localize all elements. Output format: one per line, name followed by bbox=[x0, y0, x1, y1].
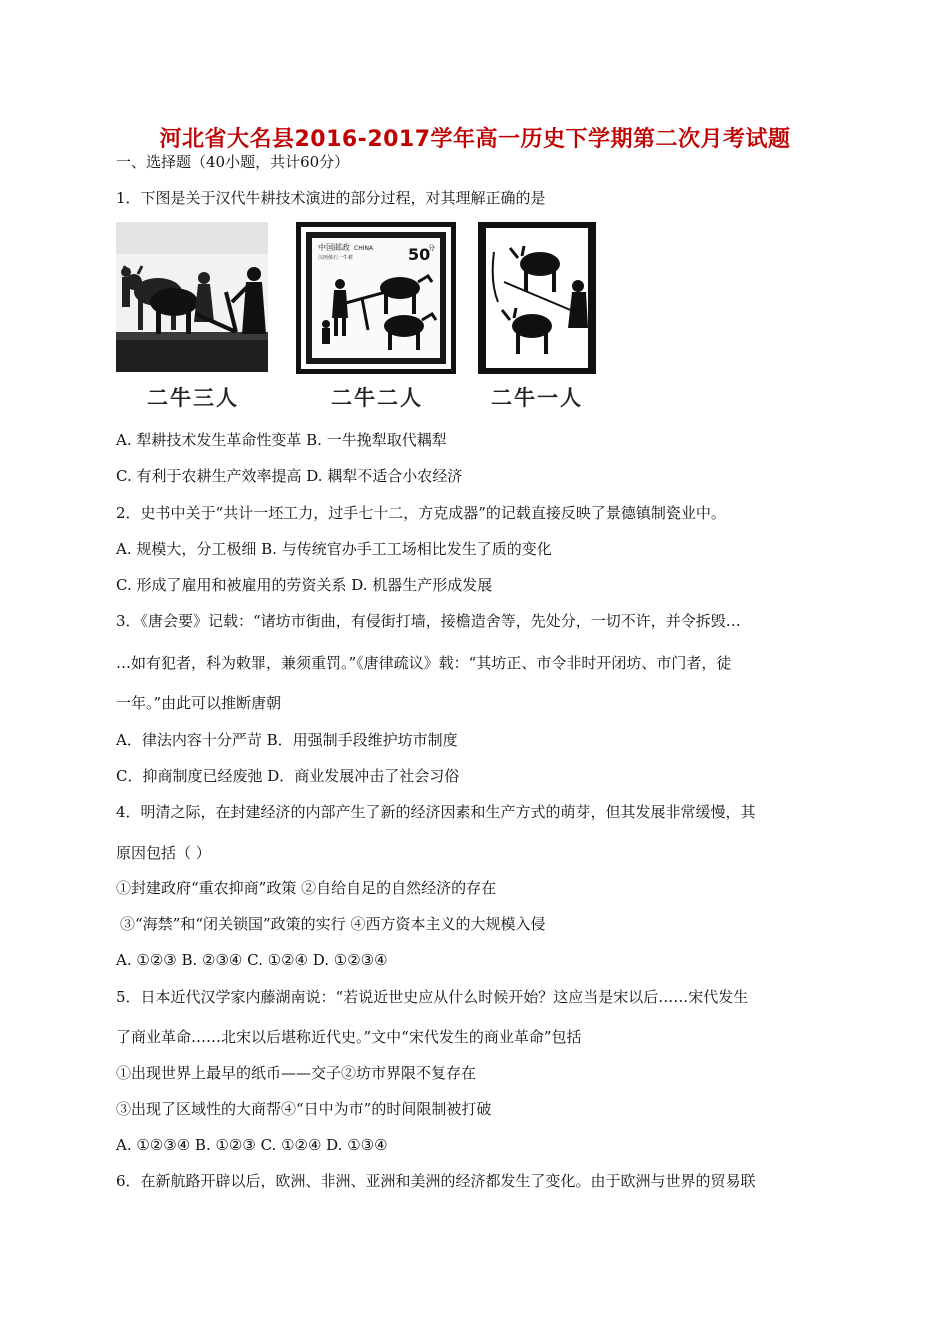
question-3-stem-line-3: 一年。”由此可以推断唐朝 bbox=[116, 694, 282, 712]
question-4-item-1-2: ①封建政府“重农抑商”政策 ②自给自足的自然经济的存在 bbox=[116, 879, 497, 897]
figure-caption-1: 二牛三人 bbox=[147, 386, 239, 410]
question-4-stem-line-1: 4．明清之际，在封建经济的内部产生了新的经济因素和生产方式的萌芽，但其发展非常缓慢，其 bbox=[116, 803, 756, 821]
question-1-option-cd: C. 有利于农耕生产效率提高 D. 耦犁不适合小农经济 bbox=[116, 467, 463, 485]
question-3-stem-line-1: 3．《唐会要》记载：“诸坊市街曲，有侵街打墙，接檐造舍等，先处分，一切不许，并令拆毁… bbox=[116, 612, 741, 630]
ox-plough-image-two-oxen-one-man bbox=[478, 222, 596, 374]
question-1-stem: 1．下图是关于汉代牛耕技术演进的部分过程，对其理解正确的是 bbox=[116, 189, 546, 207]
question-6-stem-line-1: 6．在新航路开辟以后，欧洲、非洲、亚洲和美洲的经济都发生了变化。由于欧洲与世界的贸易联 bbox=[116, 1172, 756, 1190]
stamp-value-text: 50 bbox=[408, 245, 431, 264]
ox-plough-figure bbox=[116, 222, 596, 410]
question-4-stem-line-2: 原因包括（ ） bbox=[116, 844, 211, 862]
svg-text:分: 分 bbox=[428, 244, 435, 252]
stamp-country-text: 中国邮政 bbox=[318, 243, 350, 252]
stamp-country-en-text: CHINA bbox=[354, 245, 374, 252]
question-5-item-3-4: ③出现了区域性的大商帮④“日中为市”的时间限制被打破 bbox=[116, 1100, 492, 1118]
question-5-options: A. ①②③④ B. ①②③ C. ①②④ D. ①③④ bbox=[116, 1136, 388, 1154]
question-4-item-3-4: ③“海禁”和“闭关锁国”政策的实行 ④西方资本主义的大规模入侵 bbox=[120, 915, 546, 933]
stamp-series-text: 汉画像石一牛耕 bbox=[318, 255, 354, 261]
question-1-option-ab: A. 犁耕技术发生革命性变革 B. 一牛挽犁取代耦犁 bbox=[116, 431, 447, 449]
question-2-option-cd: C. 形成了雇用和被雇用的劳资关系 D. 机器生产形成发展 bbox=[116, 576, 493, 594]
ox-plough-image-two-oxen-three-men bbox=[116, 222, 268, 372]
question-3-option-ab: A．律法内容十分严苛 B．用强制手段维护坊市制度 bbox=[116, 731, 458, 749]
question-5-stem-line-2: 了商业革命……北宋以后堪称近代史。”文中“宋代发生的商业革命”包括 bbox=[116, 1028, 582, 1046]
question-2-option-ab: A. 规模大，分工极细 B. 与传统官办手工工场相比发生了质的变化 bbox=[116, 540, 552, 558]
figure-caption-3: 二牛一人 bbox=[491, 386, 583, 410]
question-3-stem-line-2: …如有犯者，科为敕罪，兼须重罚。”《唐律疏议》载：“其坊正、市令非时开闭坊、市门者，徒 bbox=[116, 654, 732, 672]
question-2-stem: 2．史书中关于“共计一坯工力，过手七十二，方克成器”的记载直接反映了景德镇制瓷业中。 bbox=[116, 504, 726, 522]
figure-caption-2: 二牛二人 bbox=[331, 386, 423, 410]
ox-plough-stamp-two-oxen-two-men bbox=[296, 222, 456, 374]
question-5-item-1-2: ①出现世界上最早的纸币——交子②坊市界限不复存在 bbox=[116, 1064, 477, 1082]
question-5-stem-line-1: 5．日本近代汉学家内藤湖南说：“若说近世史应从什么时候开始？这应当是宋以后……宋代发生 bbox=[116, 988, 749, 1006]
question-4-options: A. ①②③ B. ②③④ C. ①②④ D. ①②③④ bbox=[116, 951, 388, 969]
question-3-option-cd: C．抑商制度已经废弛 D．商业发展冲击了社会习俗 bbox=[116, 767, 460, 785]
page-title: 河北省大名县2016-2017学年高一历史下学期第二次月考试题 bbox=[159, 127, 791, 152]
section-heading: 一、选择题（40小题，共计60分） bbox=[116, 153, 350, 171]
